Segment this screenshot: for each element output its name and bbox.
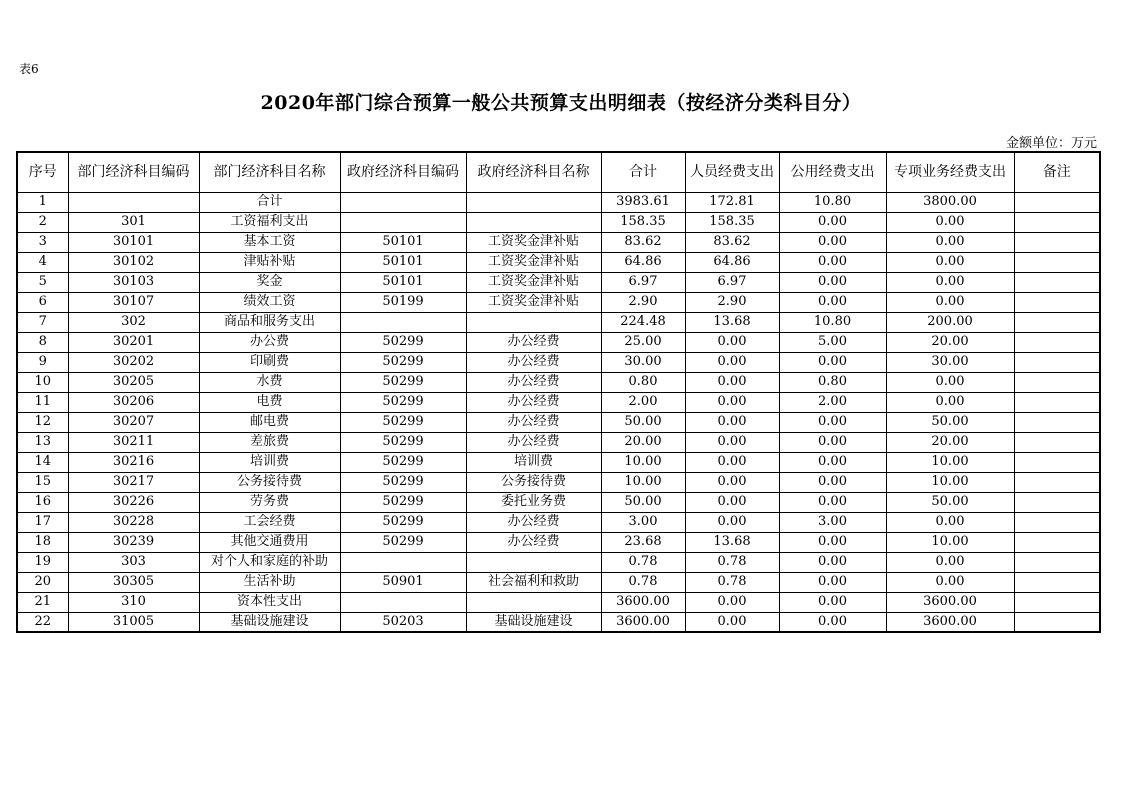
special-cell: 0.00 xyxy=(886,392,1014,412)
dept-code-cell: 31005 xyxy=(68,612,199,632)
personnel-cell: 0.00 xyxy=(685,392,779,412)
personnel-cell: 0.00 xyxy=(685,432,779,452)
dept-name-cell: 电费 xyxy=(199,392,340,412)
gov-name-cell xyxy=(466,552,601,572)
public-cell: 0.00 xyxy=(779,212,886,232)
gov-name-cell: 办公经费 xyxy=(466,332,601,352)
table-header-row xyxy=(17,152,1100,192)
special-cell: 0.00 xyxy=(886,572,1014,592)
table-row xyxy=(17,512,1100,532)
gov-name-cell xyxy=(466,592,601,612)
public-cell: 10.80 xyxy=(779,192,886,212)
budget-detail-table xyxy=(16,151,1101,633)
gov-code-cell: 50299 xyxy=(340,372,466,392)
table-row xyxy=(17,552,1100,572)
row-index-cell: 22 xyxy=(17,612,68,632)
dept-name-cell: 邮电费 xyxy=(199,412,340,432)
remark-cell xyxy=(1014,532,1100,552)
gov-code-cell: 50299 xyxy=(340,352,466,372)
row-index-cell: 16 xyxy=(17,492,68,512)
gov-code-cell xyxy=(340,312,466,332)
gov-name-cell: 办公经费 xyxy=(466,372,601,392)
table-row xyxy=(17,392,1100,412)
public-cell: 0.00 xyxy=(779,292,886,312)
personnel-cell: 0.00 xyxy=(685,512,779,532)
gov-name-cell: 办公经费 xyxy=(466,512,601,532)
total-cell: 23.68 xyxy=(601,532,685,552)
gov-name-cell xyxy=(466,212,601,232)
table-row xyxy=(17,192,1100,212)
special-cell: 20.00 xyxy=(886,332,1014,352)
gov-code-cell: 50299 xyxy=(340,472,466,492)
gov-code-cell: 50299 xyxy=(340,532,466,552)
gov-code-cell: 50299 xyxy=(340,392,466,412)
dept-name-cell: 基本工资 xyxy=(199,232,340,252)
row-index-cell: 2 xyxy=(17,212,68,232)
gov-name-cell xyxy=(466,192,601,212)
special-cell: 0.00 xyxy=(886,512,1014,532)
personnel-cell: 2.90 xyxy=(685,292,779,312)
personnel-cell: 13.68 xyxy=(685,532,779,552)
remark-cell xyxy=(1014,452,1100,472)
personnel-cell: 0.78 xyxy=(685,572,779,592)
row-index-cell: 19 xyxy=(17,552,68,572)
gov-name-cell: 办公经费 xyxy=(466,352,601,372)
gov-code-cell: 50199 xyxy=(340,292,466,312)
row-index-cell: 6 xyxy=(17,292,68,312)
public-cell: 0.00 xyxy=(779,252,886,272)
public-cell: 0.00 xyxy=(779,572,886,592)
gov-code-cell: 50299 xyxy=(340,432,466,452)
gov-code-cell: 50299 xyxy=(340,512,466,532)
gov-code-cell: 50203 xyxy=(340,612,466,632)
column-header: 政府经济科目名称 xyxy=(466,152,601,192)
column-header: 人员经费支出 xyxy=(685,152,779,192)
row-index-cell: 21 xyxy=(17,592,68,612)
public-cell: 0.00 xyxy=(779,552,886,572)
gov-name-cell: 培训费 xyxy=(466,452,601,472)
gov-code-cell: 50299 xyxy=(340,452,466,472)
special-cell: 20.00 xyxy=(886,432,1014,452)
gov-code-cell: 50101 xyxy=(340,252,466,272)
gov-code-cell: 50101 xyxy=(340,232,466,252)
remark-cell xyxy=(1014,552,1100,572)
personnel-cell: 0.78 xyxy=(685,552,779,572)
dept-name-cell: 培训费 xyxy=(199,452,340,472)
total-cell: 83.62 xyxy=(601,232,685,252)
personnel-cell: 0.00 xyxy=(685,332,779,352)
public-cell: 0.00 xyxy=(779,532,886,552)
table-row xyxy=(17,532,1100,552)
table-row xyxy=(17,412,1100,432)
gov-code-cell xyxy=(340,192,466,212)
remark-cell xyxy=(1014,412,1100,432)
row-index-cell: 14 xyxy=(17,452,68,472)
gov-name-cell: 基础设施建设 xyxy=(466,612,601,632)
remark-cell xyxy=(1014,372,1100,392)
column-header: 部门经济科目名称 xyxy=(199,152,340,192)
special-cell: 0.00 xyxy=(886,372,1014,392)
total-cell: 3.00 xyxy=(601,512,685,532)
special-cell: 10.00 xyxy=(886,452,1014,472)
public-cell: 0.00 xyxy=(779,472,886,492)
total-cell: 10.00 xyxy=(601,472,685,492)
gov-name-cell: 办公经费 xyxy=(466,432,601,452)
dept-code-cell: 30228 xyxy=(68,512,199,532)
column-header: 公用经费支出 xyxy=(779,152,886,192)
row-index-cell: 10 xyxy=(17,372,68,392)
dept-code-cell: 30207 xyxy=(68,412,199,432)
table-body xyxy=(17,192,1100,632)
dept-code-cell: 30201 xyxy=(68,332,199,352)
remark-cell xyxy=(1014,312,1100,332)
dept-code-cell: 30305 xyxy=(68,572,199,592)
personnel-cell: 0.00 xyxy=(685,352,779,372)
gov-name-cell: 工资奖金津补贴 xyxy=(466,272,601,292)
total-cell: 0.78 xyxy=(601,552,685,572)
special-cell: 0.00 xyxy=(886,232,1014,252)
total-cell: 2.90 xyxy=(601,292,685,312)
special-cell: 10.00 xyxy=(886,532,1014,552)
remark-cell xyxy=(1014,232,1100,252)
row-index-cell: 13 xyxy=(17,432,68,452)
remark-cell xyxy=(1014,612,1100,632)
remark-cell xyxy=(1014,192,1100,212)
table-number-label: 表6 xyxy=(19,62,39,76)
table-row xyxy=(17,452,1100,472)
table-row xyxy=(17,252,1100,272)
remark-cell xyxy=(1014,292,1100,312)
public-cell: 3.00 xyxy=(779,512,886,532)
column-header: 序号 xyxy=(17,152,68,192)
dept-name-cell: 商品和服务支出 xyxy=(199,312,340,332)
personnel-cell: 0.00 xyxy=(685,412,779,432)
personnel-cell: 6.97 xyxy=(685,272,779,292)
dept-code-cell: 30217 xyxy=(68,472,199,492)
special-cell: 0.00 xyxy=(886,212,1014,232)
row-index-cell: 5 xyxy=(17,272,68,292)
dept-name-cell: 基础设施建设 xyxy=(199,612,340,632)
special-cell: 0.00 xyxy=(886,292,1014,312)
public-cell: 0.00 xyxy=(779,352,886,372)
remark-cell xyxy=(1014,252,1100,272)
dept-code-cell: 30107 xyxy=(68,292,199,312)
total-cell: 224.48 xyxy=(601,312,685,332)
special-cell: 30.00 xyxy=(886,352,1014,372)
dept-code-cell: 30202 xyxy=(68,352,199,372)
table-row xyxy=(17,612,1100,632)
row-index-cell: 1 xyxy=(17,192,68,212)
gov-name-cell: 社会福利和救助 xyxy=(466,572,601,592)
remark-cell xyxy=(1014,572,1100,592)
personnel-cell: 0.00 xyxy=(685,592,779,612)
dept-code-cell xyxy=(68,192,199,212)
gov-name-cell xyxy=(466,312,601,332)
dept-code-cell: 30101 xyxy=(68,232,199,252)
dept-code-cell: 301 xyxy=(68,212,199,232)
gov-name-cell: 公务接待费 xyxy=(466,472,601,492)
special-cell: 0.00 xyxy=(886,272,1014,292)
public-cell: 0.00 xyxy=(779,452,886,472)
dept-name-cell: 生活补助 xyxy=(199,572,340,592)
column-header: 政府经济科目编码 xyxy=(340,152,466,192)
dept-code-cell: 30205 xyxy=(68,372,199,392)
dept-code-cell: 30206 xyxy=(68,392,199,412)
row-index-cell: 3 xyxy=(17,232,68,252)
personnel-cell: 0.00 xyxy=(685,492,779,512)
page-title: 2020年部门综合预算一般公共预算支出明细表（按经济分类科目分） xyxy=(260,92,862,114)
remark-cell xyxy=(1014,472,1100,492)
row-index-cell: 4 xyxy=(17,252,68,272)
total-cell: 50.00 xyxy=(601,412,685,432)
dept-name-cell: 水费 xyxy=(199,372,340,392)
gov-name-cell: 工资奖金津补贴 xyxy=(466,252,601,272)
total-cell: 25.00 xyxy=(601,332,685,352)
total-cell: 20.00 xyxy=(601,432,685,452)
total-cell: 158.35 xyxy=(601,212,685,232)
table-row xyxy=(17,332,1100,352)
dept-name-cell: 办公费 xyxy=(199,332,340,352)
row-index-cell: 11 xyxy=(17,392,68,412)
column-header: 部门经济科目编码 xyxy=(68,152,199,192)
dept-code-cell: 30216 xyxy=(68,452,199,472)
total-cell: 3600.00 xyxy=(601,592,685,612)
public-cell: 5.00 xyxy=(779,332,886,352)
dept-code-cell: 30102 xyxy=(68,252,199,272)
dept-code-cell: 30239 xyxy=(68,532,199,552)
row-index-cell: 8 xyxy=(17,332,68,352)
dept-code-cell: 302 xyxy=(68,312,199,332)
public-cell: 10.80 xyxy=(779,312,886,332)
dept-name-cell: 差旅费 xyxy=(199,432,340,452)
public-cell: 0.00 xyxy=(779,412,886,432)
dept-name-cell: 劳务费 xyxy=(199,492,340,512)
public-cell: 0.00 xyxy=(779,272,886,292)
gov-code-cell: 50299 xyxy=(340,492,466,512)
amount-unit-label: 金额单位：万元 xyxy=(1005,136,1097,151)
total-cell: 0.78 xyxy=(601,572,685,592)
row-index-cell: 12 xyxy=(17,412,68,432)
dept-name-cell: 津贴补贴 xyxy=(199,252,340,272)
public-cell: 0.00 xyxy=(779,432,886,452)
special-cell: 10.00 xyxy=(886,472,1014,492)
dept-name-cell: 合计 xyxy=(199,192,340,212)
remark-cell xyxy=(1014,592,1100,612)
table-row xyxy=(17,492,1100,512)
dept-name-cell: 其他交通费用 xyxy=(199,532,340,552)
total-cell: 30.00 xyxy=(601,352,685,372)
table-row xyxy=(17,232,1100,252)
dept-name-cell: 绩效工资 xyxy=(199,292,340,312)
total-cell: 2.00 xyxy=(601,392,685,412)
total-cell: 64.86 xyxy=(601,252,685,272)
total-cell: 0.80 xyxy=(601,372,685,392)
public-cell: 0.80 xyxy=(779,372,886,392)
special-cell: 50.00 xyxy=(886,412,1014,432)
table-row xyxy=(17,472,1100,492)
table-row xyxy=(17,352,1100,372)
personnel-cell: 0.00 xyxy=(685,372,779,392)
table-row xyxy=(17,312,1100,332)
dept-code-cell: 310 xyxy=(68,592,199,612)
personnel-cell: 0.00 xyxy=(685,472,779,492)
row-index-cell: 7 xyxy=(17,312,68,332)
personnel-cell: 0.00 xyxy=(685,612,779,632)
dept-name-cell: 资本性支出 xyxy=(199,592,340,612)
column-header: 备注 xyxy=(1014,152,1100,192)
total-cell: 10.00 xyxy=(601,452,685,472)
gov-code-cell xyxy=(340,552,466,572)
gov-code-cell xyxy=(340,212,466,232)
table-row xyxy=(17,292,1100,312)
public-cell: 0.00 xyxy=(779,592,886,612)
remark-cell xyxy=(1014,332,1100,352)
table-row xyxy=(17,272,1100,292)
personnel-cell: 0.00 xyxy=(685,452,779,472)
total-cell: 3983.61 xyxy=(601,192,685,212)
gov-code-cell: 50299 xyxy=(340,412,466,432)
gov-name-cell: 办公经费 xyxy=(466,412,601,432)
gov-name-cell: 工资奖金津补贴 xyxy=(466,292,601,312)
remark-cell xyxy=(1014,432,1100,452)
public-cell: 0.00 xyxy=(779,612,886,632)
gov-code-cell xyxy=(340,592,466,612)
dept-name-cell: 工会经费 xyxy=(199,512,340,532)
remark-cell xyxy=(1014,212,1100,232)
row-index-cell: 15 xyxy=(17,472,68,492)
gov-name-cell: 委托业务费 xyxy=(466,492,601,512)
public-cell: 2.00 xyxy=(779,392,886,412)
remark-cell xyxy=(1014,392,1100,412)
column-header: 专项业务经费支出 xyxy=(886,152,1014,192)
total-cell: 6.97 xyxy=(601,272,685,292)
special-cell: 200.00 xyxy=(886,312,1014,332)
personnel-cell: 158.35 xyxy=(685,212,779,232)
dept-code-cell: 303 xyxy=(68,552,199,572)
special-cell: 3600.00 xyxy=(886,612,1014,632)
gov-name-cell: 工资奖金津补贴 xyxy=(466,232,601,252)
gov-code-cell: 50299 xyxy=(340,332,466,352)
special-cell: 50.00 xyxy=(886,492,1014,512)
gov-name-cell: 办公经费 xyxy=(466,532,601,552)
dept-name-cell: 工资福利支出 xyxy=(199,212,340,232)
table-row xyxy=(17,372,1100,392)
table-row xyxy=(17,432,1100,452)
gov-code-cell: 50901 xyxy=(340,572,466,592)
remark-cell xyxy=(1014,512,1100,532)
table-row xyxy=(17,212,1100,232)
remark-cell xyxy=(1014,352,1100,372)
dept-code-cell: 30103 xyxy=(68,272,199,292)
special-cell: 0.00 xyxy=(886,552,1014,572)
total-cell: 3600.00 xyxy=(601,612,685,632)
row-index-cell: 17 xyxy=(17,512,68,532)
dept-name-cell: 印刷费 xyxy=(199,352,340,372)
special-cell: 3800.00 xyxy=(886,192,1014,212)
table-row xyxy=(17,572,1100,592)
row-index-cell: 9 xyxy=(17,352,68,372)
personnel-cell: 83.62 xyxy=(685,232,779,252)
dept-name-cell: 公务接待费 xyxy=(199,472,340,492)
remark-cell xyxy=(1014,492,1100,512)
gov-name-cell: 办公经费 xyxy=(466,392,601,412)
dept-name-cell: 对个人和家庭的补助 xyxy=(199,552,340,572)
remark-cell xyxy=(1014,272,1100,292)
public-cell: 0.00 xyxy=(779,232,886,252)
column-header: 合计 xyxy=(601,152,685,192)
dept-code-cell: 30211 xyxy=(68,432,199,452)
special-cell: 0.00 xyxy=(886,252,1014,272)
table-row xyxy=(17,592,1100,612)
special-cell: 3600.00 xyxy=(886,592,1014,612)
dept-name-cell: 奖金 xyxy=(199,272,340,292)
row-index-cell: 18 xyxy=(17,532,68,552)
public-cell: 0.00 xyxy=(779,492,886,512)
personnel-cell: 172.81 xyxy=(685,192,779,212)
total-cell: 50.00 xyxy=(601,492,685,512)
personnel-cell: 64.86 xyxy=(685,252,779,272)
dept-code-cell: 30226 xyxy=(68,492,199,512)
personnel-cell: 13.68 xyxy=(685,312,779,332)
gov-code-cell: 50101 xyxy=(340,272,466,292)
row-index-cell: 20 xyxy=(17,572,68,592)
